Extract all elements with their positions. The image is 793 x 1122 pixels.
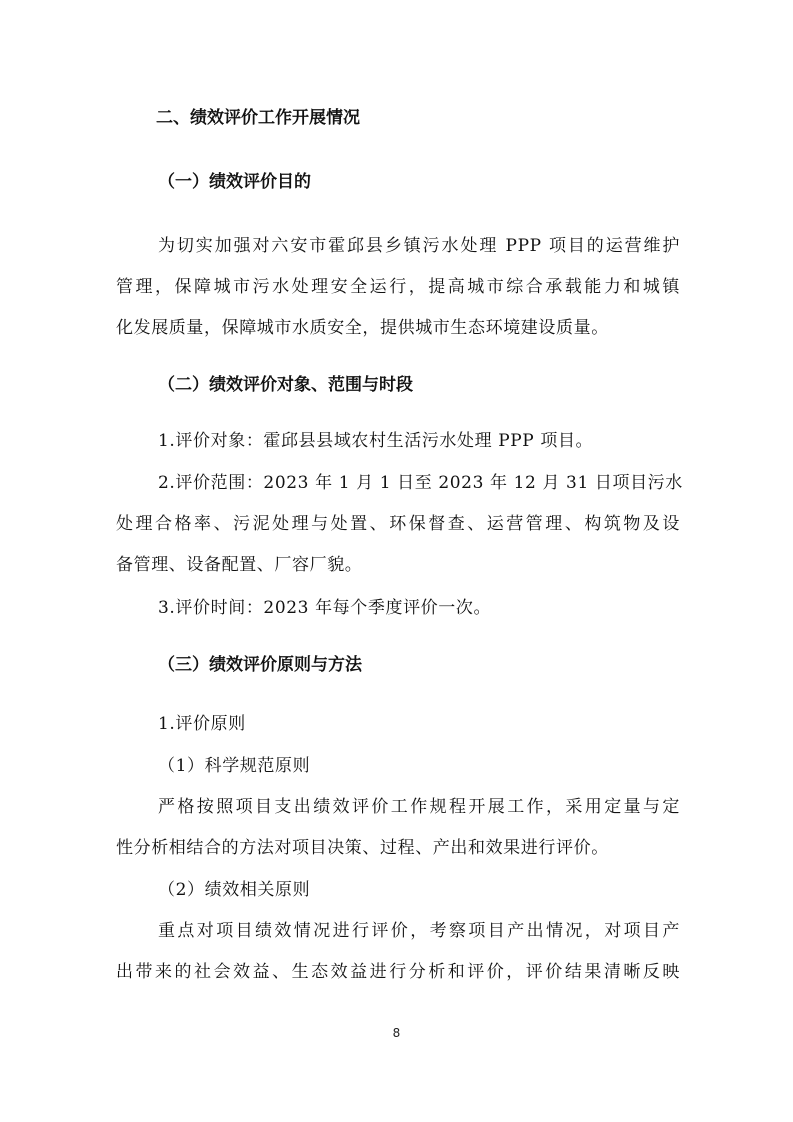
list-item: 2.评价范围：2023 年 1 月 1 日至 2023 年 12 月 31 日项目污水 [158, 473, 683, 493]
subsection-heading-3: （三）绩效评价原则与方法 [158, 655, 362, 675]
paragraph-line: 处理合格率、污泥处理与处置、环保督查、运营管理、构筑物及设 [116, 514, 680, 534]
paragraph-line: 管理，保障城市污水处理安全运行，提高城市综合承载能力和城镇 [116, 277, 680, 297]
principle-title: （2）绩效相关原则 [158, 880, 311, 900]
paragraph-line: 重点对项目绩效情况进行评价，考察项目产出情况，对项目产 [158, 921, 680, 941]
paragraph-line: 化发展质量，保障城市水质安全，提供城市生态环境建设质量。 [116, 318, 609, 338]
section-heading: 二、绩效评价工作开展情况 [156, 108, 360, 128]
page-number: 8 [392, 1026, 401, 1040]
paragraph-line: 出带来的社会效益、生态效益进行分析和评价，评价结果清晰反映 [116, 962, 680, 982]
list-item: 1.评价原则 [158, 714, 246, 734]
list-item: 1.评价对象：霍邱县县域农村生活污水处理 PPP 项目。 [158, 431, 594, 451]
paragraph-line: 性分析相结合的方法对项目决策、过程、产出和效果进行评价。 [116, 838, 609, 858]
paragraph-line: 为切实加强对六安市霍邱县乡镇污水处理 PPP 项目的运营维护 [158, 236, 680, 256]
principle-title: （1）科学规范原则 [158, 756, 311, 776]
list-item: 3.评价时间：2023 年每个季度评价一次。 [158, 598, 492, 618]
subsection-heading-1: （一）绩效评价目的 [158, 172, 311, 192]
paragraph-line: 备管理、设备配置、厂容厂貌。 [116, 555, 363, 575]
paragraph-line: 严格按照项目支出绩效评价工作规程开展工作，采用定量与定 [158, 797, 680, 817]
subsection-heading-2: （二）绩效评价对象、范围与时段 [158, 375, 413, 395]
